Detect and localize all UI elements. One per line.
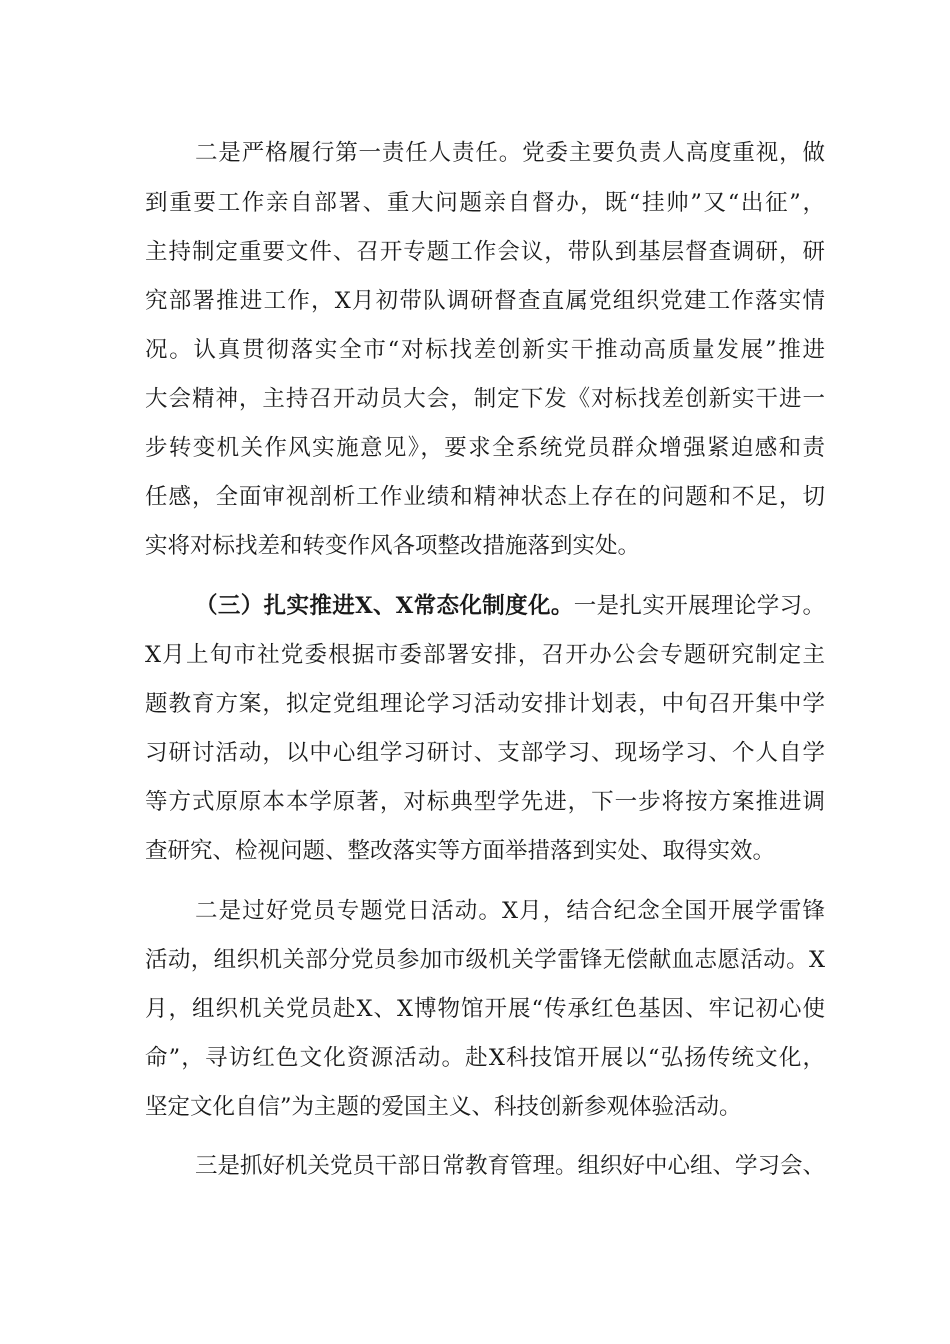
paragraph-2-line-3: 题教育方案，拟定党组理论学习活动安排计划表，中旬召开集中学: [145, 691, 825, 717]
paragraph-1-line-2: 到重要工作亲自部署、重大问题亲自督办，既“挂帅”又“出征”，: [145, 190, 825, 216]
paragraph-1-line-7: 步转变机关作风实施意见》，要求全系统党员群众增强紧迫感和责: [145, 435, 825, 461]
paragraph-2-line-6: 查研究、检视问题、整改落实等方面举措落到实处、取得实效。: [145, 838, 776, 864]
paragraph-2-line-1: [195, 586, 825, 626]
paragraph-2-line-4: 习研讨活动，以中心组学习研讨、支部学习、现场学习、个人自学: [145, 740, 825, 766]
paragraph-2-line-5: 等方式原原本本学原著，对标典型学先进，下一步将按方案推进调: [145, 789, 825, 815]
paragraph-1-line-9: 实将对标找差和转变作风各项整改措施落到实处。: [145, 533, 641, 559]
paragraph-2-line-1-rest: 一是扎实开展理论学习。: [573, 593, 825, 619]
paragraph-1-line-3: 主持制定重要文件、召开专题工作会议，带队到基层督查调研，研: [145, 239, 825, 265]
paragraph-1-line-1: 二是严格履行第一责任人责任。党委主要负责人高度重视，做: [195, 140, 825, 166]
paragraph-1-line-4: 究部署推进工作，X月初带队调研督查直属党组织党建工作落实情: [145, 288, 825, 314]
paragraph-2-line-2: X月上旬市社党委根据市委部署安排，召开办公会专题研究制定主: [145, 642, 825, 668]
paragraph-3-line-1: 二是过好党员专题党日活动。X月，结合纪念全国开展学雷锋: [195, 898, 825, 924]
paragraph-1-line-6: 大会精神，主持召开动员大会，制定下发《对标找差创新实干进一: [145, 386, 825, 412]
paragraph-3-line-4: 命”，寻访红色文化资源活动。赴X科技馆开展以“弘扬传统文化，: [145, 1045, 825, 1071]
paragraph-3-line-3: 月，组织机关党员赴X、X博物馆开展“传承红色基因、牢记初心使: [145, 996, 825, 1022]
paragraph-1-line-5: 况。认真贯彻落实全市“对标找差创新实干推动高质量发展”推进: [145, 337, 825, 363]
section-heading: （三）扎实推进X、X常态化制度化。: [195, 593, 574, 619]
paragraph-4-line-1: 三是抓好机关党员干部日常教育管理。组织好中心组、学习会、: [195, 1153, 826, 1179]
paragraph-3-line-2: 活动，组织机关部分党员参加市级机关学雷锋无偿献血志愿活动。X: [145, 947, 825, 973]
paragraph-1-line-8: 任感，全面审视剖析工作业绩和精神状态上存在的问题和不足，切: [145, 484, 825, 510]
paragraph-3-line-5: 坚定文化自信”为主题的爱国主义、科技创新参观体验活动。: [145, 1094, 742, 1120]
